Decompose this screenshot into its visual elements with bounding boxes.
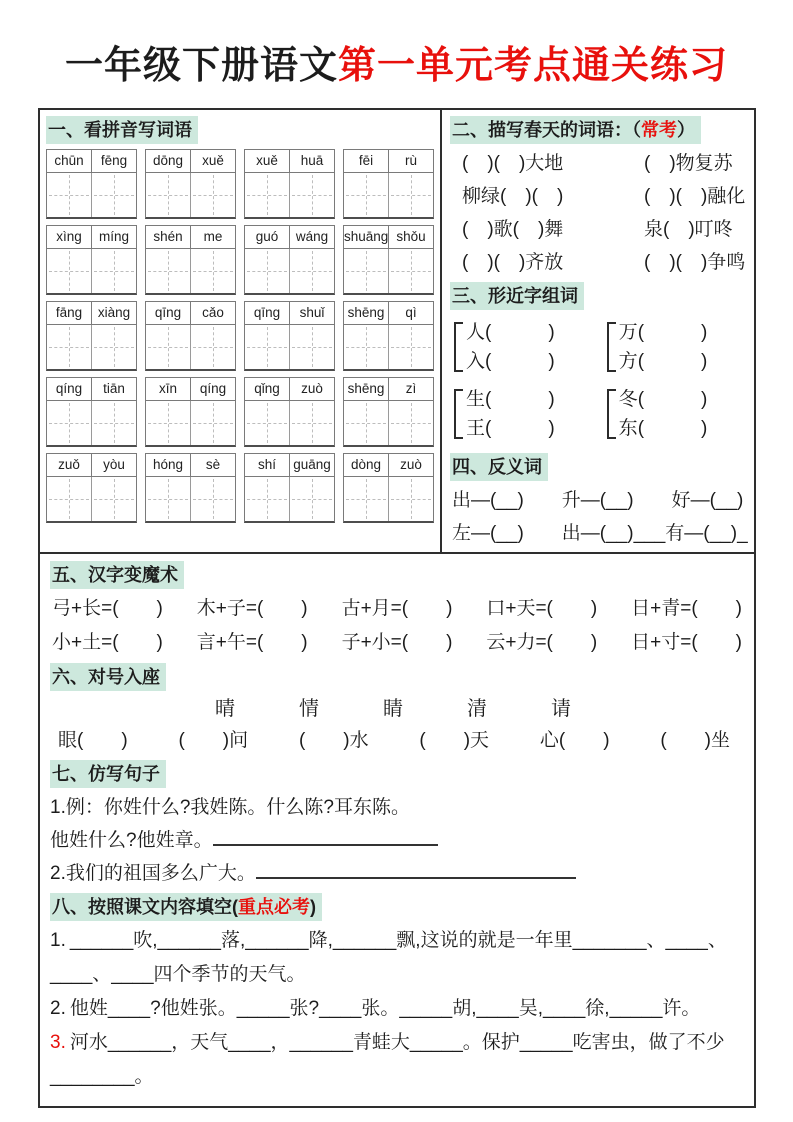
pinyin-block (46, 453, 137, 523)
bracket-icon (454, 389, 463, 439)
fill-blank-item: 泉( )叮咚 (644, 219, 733, 240)
writing-cell (245, 477, 290, 521)
char-equation: 口+天=( ) (486, 598, 598, 619)
pinyin-syllable: hóng (146, 454, 191, 476)
similar-chars-row (454, 385, 746, 443)
answer-parens: ( ) (637, 389, 708, 410)
pinyin-block (145, 149, 236, 219)
char: 生 (466, 389, 486, 410)
pinyin-syllable: zuò (301, 381, 323, 396)
char-equation: 弓+长=( ) (52, 598, 163, 619)
antonym-line: 出—(__) 升—(__) 好—(__) (452, 490, 744, 511)
pinyin-syllable: shí (245, 454, 290, 476)
char-pair-line (466, 414, 555, 443)
pinyin-row (46, 225, 435, 295)
spring-words-line (450, 213, 746, 246)
pinyin-row (46, 453, 435, 523)
item-text: 他姓____?他姓张。_____张?____张。_____胡,____吴,____徐,_____许。 (69, 998, 701, 1019)
answer-parens: ( ) (485, 418, 555, 439)
pinyin-block (343, 301, 434, 371)
fill-blank-item: 柳绿( )( ) (462, 186, 564, 207)
sentence-with-blank (50, 857, 744, 890)
answer-parens: ( ) (485, 322, 555, 343)
char: 王 (466, 418, 486, 439)
writing-cell (290, 173, 334, 217)
pinyin-syllable: xiàng (97, 305, 131, 320)
writing-cell (245, 401, 290, 445)
pinyin-syllable: xuě (245, 150, 290, 172)
fill-blank-item: ( )( )大地 (462, 153, 564, 174)
writing-cell (47, 249, 92, 293)
section-matching (50, 662, 744, 757)
matching-item: 眼( ) (58, 730, 128, 751)
pinyin-syllable: wáng (295, 229, 329, 244)
section-similar-chars (450, 281, 746, 443)
answer-parens: ( ) (485, 389, 555, 410)
bank-char: 清 (467, 698, 487, 720)
fill-blank-item: ( )( )齐放 (462, 252, 564, 273)
section4-heading: 四、反义词 (450, 453, 548, 481)
matching-answer-row (50, 724, 744, 757)
pinyin-block (244, 453, 335, 523)
bank-char: 请 (551, 698, 571, 720)
item-number: 3. (50, 1032, 66, 1053)
writing-cell (92, 477, 136, 521)
pinyin-block (244, 149, 335, 219)
fill-blank-item: ( )( )融化 (644, 186, 746, 207)
section2-tag: 常考 (641, 120, 677, 140)
pinyin-syllable: xuě (202, 153, 224, 168)
section8-heading (50, 893, 322, 921)
similar-chars-row (454, 318, 746, 376)
writing-cell (389, 477, 433, 521)
sentence-with-blank (50, 824, 744, 857)
item-text: ______吹,______落,______降,______飘,这说的就是一年里_______、____、____、____四个季节的天气。 (50, 930, 727, 985)
char-equation: 小+土=( ) (52, 632, 163, 653)
char-equation: 古+月=( ) (341, 598, 453, 619)
pinyin-syllable: rù (404, 153, 417, 168)
fill-blank-item: ( )( )争鸣 (644, 252, 746, 273)
page-title-black: 一年级下册语文 (64, 45, 338, 87)
char-equation: 子+小=( ) (341, 632, 453, 653)
writing-cell (146, 249, 191, 293)
bracket-icon (454, 322, 463, 372)
answer-blank (213, 828, 438, 846)
writing-cell (290, 325, 334, 369)
char-pair-group (454, 318, 555, 376)
pinyin-syllable: xīn (146, 378, 191, 400)
writing-cell (344, 401, 389, 445)
matching-item: ( )天 (419, 730, 490, 751)
pinyin-row (46, 377, 435, 447)
pinyin-syllable: qíng (47, 378, 92, 400)
writing-cell (146, 401, 191, 445)
char-equation: 言+午=( ) (196, 632, 308, 653)
top-region (40, 110, 754, 554)
fill-blank-item: ( )歌( )舞 (462, 219, 564, 240)
matching-item: ( )水 (298, 730, 369, 751)
writing-cell (344, 173, 389, 217)
pinyin-syllable: qīng (146, 302, 191, 324)
pinyin-block (46, 225, 137, 295)
bracket-icon (607, 389, 616, 439)
example-sentence: 1.例：你姓什么?我姓陈。什么陈?耳东陈。 (50, 797, 410, 818)
section6-heading: 六、对号入座 (50, 663, 166, 691)
tag-paren-close: ） (677, 120, 695, 140)
pinyin-syllable: xìng (47, 226, 92, 248)
section-text-fill (50, 892, 744, 1094)
pinyin-syllable: qīng (245, 302, 290, 324)
bank-char: 情 (299, 698, 319, 720)
matching-item: ( )坐 (660, 730, 730, 751)
bracket-icon (607, 322, 616, 372)
writing-cell (47, 401, 92, 445)
section-antonyms (450, 452, 746, 550)
pinyin-syllable: shén (146, 226, 191, 248)
pinyin-syllable: zì (405, 381, 417, 396)
char-pair-group (607, 318, 708, 376)
pinyin-syllable: fēng (100, 153, 128, 168)
char-pair-group (607, 385, 708, 443)
writing-cell (344, 325, 389, 369)
writing-cell (92, 249, 136, 293)
answer-parens: ( ) (637, 322, 708, 343)
pinyin-block (343, 377, 434, 447)
pinyin-syllable: qǐng (245, 378, 290, 400)
writing-cell (245, 173, 290, 217)
writing-cell (344, 477, 389, 521)
char-magic-line (50, 592, 744, 626)
writing-cell (47, 173, 92, 217)
right-column (442, 110, 754, 552)
page-title-red: 第一单元考点通关练习 (338, 45, 729, 87)
answer-blank (256, 861, 576, 879)
char-pair-line (466, 385, 555, 414)
section3-heading: 三、形近字组词 (450, 282, 584, 310)
char: 冬 (618, 389, 638, 410)
pinyin-syllable: shēng (344, 302, 389, 324)
char-pair-line (619, 318, 708, 347)
writing-cell (47, 325, 92, 369)
pinyin-block (343, 225, 434, 295)
tag-paren-open: （ (632, 120, 641, 140)
page-title (0, 34, 793, 89)
pinyin-syllable: zuò (400, 457, 422, 472)
pinyin-syllable: cǎo (202, 305, 224, 320)
char: 万 (618, 322, 638, 343)
pinyin-block (244, 225, 335, 295)
section1-heading: 一、看拼音写词语 (46, 116, 198, 144)
pinyin-block (244, 301, 335, 371)
writing-cell (290, 401, 334, 445)
pinyin-syllable: shuāng (344, 226, 389, 248)
pinyin-syllable: dòng (344, 454, 389, 476)
pinyin-block (145, 377, 236, 447)
tag-paren-close: ) (310, 897, 316, 917)
writing-cell (191, 173, 235, 217)
pinyin-syllable: fēi (344, 150, 389, 172)
pinyin-syllable: guó (245, 226, 290, 248)
pinyin-syllable: shuǐ (299, 305, 325, 320)
section-spring-words (450, 115, 746, 279)
pinyin-syllable: sè (205, 457, 221, 472)
section2-heading (450, 116, 701, 144)
pinyin-row (46, 149, 435, 219)
pinyin-block (46, 149, 137, 219)
matching-item: ( )问 (178, 730, 249, 751)
pinyin-block (244, 377, 335, 447)
answer-parens: ( ) (637, 351, 708, 372)
pinyin-syllable: chūn (47, 150, 92, 172)
tag-paren-open: ( (232, 897, 238, 917)
writing-cell (389, 325, 433, 369)
writing-cell (92, 325, 136, 369)
writing-cell (290, 477, 334, 521)
pinyin-syllable: qíng (199, 381, 227, 396)
section-char-magic (50, 560, 744, 660)
worksheet-box (38, 108, 756, 1108)
section5-heading: 五、汉字变魔术 (50, 561, 184, 589)
writing-cell (389, 173, 433, 217)
writing-cell (191, 325, 235, 369)
item-text: 河水______，天气____，______青蛙大_____。保护_____吃害虫，做了不少________。 (50, 1032, 725, 1087)
writing-cell (191, 249, 235, 293)
antonym-line: 左—(__) 出—(__)___有—(__)_ (452, 523, 748, 544)
section7-heading: 七、仿写句子 (50, 760, 166, 788)
answer-parens: ( ) (637, 418, 708, 439)
pinyin-syllable: fāng (47, 302, 92, 324)
pinyin-syllable: dōng (146, 150, 191, 172)
pinyin-block (145, 453, 236, 523)
pinyin-row (46, 301, 435, 371)
pinyin-syllable: zuǒ (47, 454, 92, 476)
spring-words-line (450, 180, 746, 213)
bank-char: 睛 (383, 698, 403, 720)
pinyin-syllable: me (203, 229, 223, 244)
section8-tag: 重点必考 (238, 897, 310, 917)
pinyin-syllable: huā (300, 153, 324, 168)
matching-char-bank (50, 694, 744, 724)
sentence-text: 2.我们的祖国多么广大。 (50, 863, 256, 884)
char-magic-line (50, 626, 744, 660)
writing-cell (344, 249, 389, 293)
pinyin-syllable: guāng (293, 457, 331, 472)
pinyin-syllable: tiān (103, 381, 125, 396)
char: 东 (618, 418, 638, 439)
section8-heading-text: 八、按照课文内容填空 (52, 897, 232, 917)
pinyin-grid (46, 149, 435, 523)
pinyin-syllable: míng (98, 229, 129, 244)
pinyin-block (343, 149, 434, 219)
matching-item: 心( ) (539, 730, 610, 751)
writing-cell (245, 249, 290, 293)
char: 入 (466, 351, 486, 372)
char-equation: 云+力=( ) (486, 632, 598, 653)
writing-cell (92, 173, 136, 217)
writing-cell (146, 325, 191, 369)
spring-words-line (450, 147, 746, 180)
writing-cell (389, 401, 433, 445)
fill-blank-item: ( )物复苏 (644, 153, 733, 174)
fill-item (50, 1026, 744, 1094)
char-equation: 日+寸=( ) (631, 632, 742, 653)
pinyin-syllable: shǒu (396, 229, 426, 244)
writing-cell (389, 249, 433, 293)
writing-cell (245, 325, 290, 369)
writing-cell (146, 477, 191, 521)
pinyin-syllable: yòu (103, 457, 125, 472)
char: 人 (466, 322, 486, 343)
spring-words-line (450, 246, 746, 279)
writing-cell (47, 477, 92, 521)
char-equation: 日+青=( ) (631, 598, 742, 619)
char: 方 (618, 351, 638, 372)
pinyin-syllable: shēng (344, 378, 389, 400)
char-pair-line (619, 385, 708, 414)
sentence-text: 他姓什么?他姓章。 (50, 830, 213, 851)
answer-parens: ( ) (485, 351, 555, 372)
bottom-region (40, 554, 754, 1106)
pinyin-block (145, 301, 236, 371)
pinyin-block (145, 225, 236, 295)
char-pair-group (454, 385, 555, 443)
section-sentence-imitation (50, 759, 744, 890)
char-pair-line (466, 347, 555, 376)
item-number: 1. (50, 930, 66, 951)
pinyin-block (46, 301, 137, 371)
writing-cell (146, 173, 191, 217)
fill-item (50, 924, 744, 992)
writing-cell (290, 249, 334, 293)
writing-cell (191, 401, 235, 445)
section-pinyin (40, 110, 442, 552)
pinyin-block (46, 377, 137, 447)
writing-cell (92, 401, 136, 445)
char-equation: 木+子=( ) (196, 598, 308, 619)
pinyin-block (343, 453, 434, 523)
section2-heading-text: 二、描写春天的词语： (452, 120, 632, 140)
char-pair-line (619, 347, 708, 376)
bank-char: 晴 (215, 698, 235, 720)
fill-item (50, 992, 744, 1026)
char-pair-line (466, 318, 555, 347)
pinyin-syllable: qì (405, 305, 417, 320)
item-number: 2. (50, 998, 66, 1019)
writing-cell (191, 477, 235, 521)
char-pair-line (619, 414, 708, 443)
